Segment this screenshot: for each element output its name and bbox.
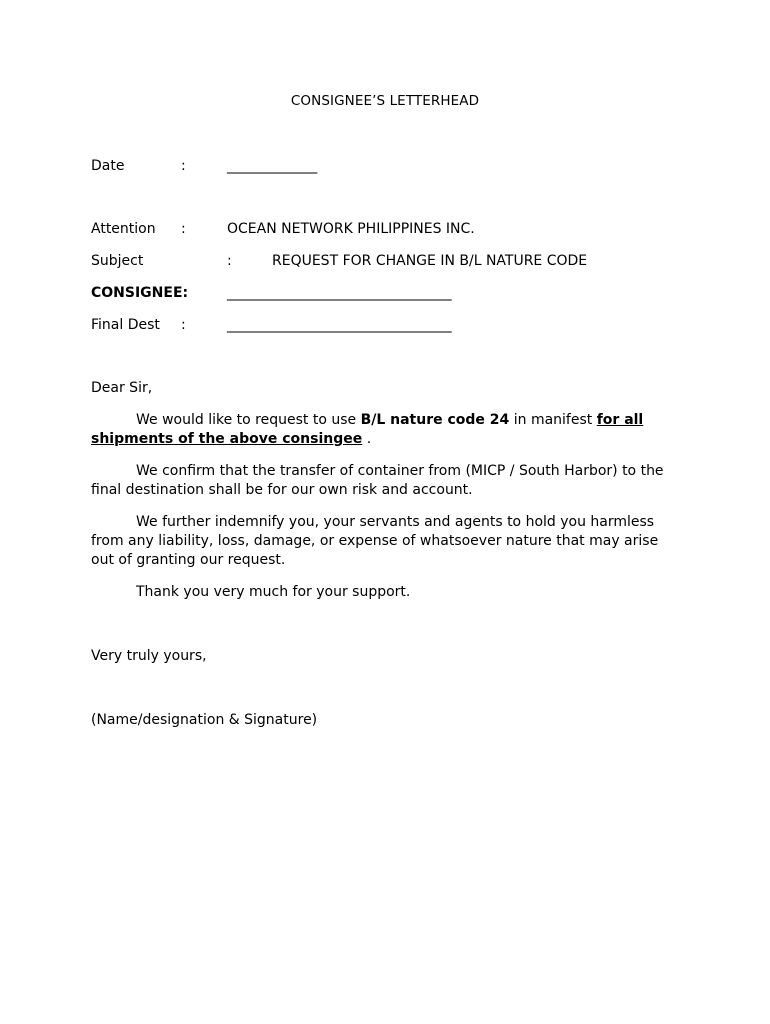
signature-line: (Name/designation & Signature) — [91, 712, 318, 728]
request-text-3: . — [362, 431, 372, 447]
nature-code-emphasis: B/L nature code 24 — [360, 412, 510, 428]
date-colon: : — [181, 158, 186, 174]
final-dest-label: Final Dest — [91, 317, 160, 333]
request-paragraph — [91, 411, 671, 449]
subject-label: Subject — [91, 253, 144, 269]
date-label: Date — [91, 158, 125, 174]
attention-label: Attention — [91, 221, 156, 237]
attention-value: OCEAN NETWORK PHILIPPINES INC. — [227, 221, 475, 237]
thanks-paragraph: Thank you very much for your support. — [136, 584, 411, 600]
subject-colon: : — [227, 253, 232, 269]
closing-line: Very truly yours, — [91, 648, 207, 664]
indemnify-paragraph: We further indemnify you, your servants and agents to hold you harmless from any liability, loss, damage, or expense of whatsoever nature that may arise out of granting our request. — [91, 514, 659, 568]
consignee-label: CONSIGNEE: — [91, 285, 189, 301]
shipments-emphasis: for all shipments of the above consingee — [91, 412, 644, 447]
attention-colon: : — [181, 221, 186, 237]
letterhead-title: CONSIGNEE’S LETTERHEAD — [290, 93, 480, 109]
consignee-blank: ___________________________________ — [227, 285, 452, 301]
salutation: Dear Sir, — [91, 380, 153, 396]
request-text-1: We would like to request to use — [136, 412, 361, 428]
final-dest-colon: : — [181, 317, 186, 333]
subject-value: REQUEST FOR CHANGE IN B/L NATURE CODE — [272, 253, 588, 269]
request-text-2: in manifest — [509, 412, 597, 428]
date-blank: ______________ — [227, 158, 317, 174]
final-dest-blank: ___________________________________ — [227, 317, 452, 333]
confirm-paragraph: We confirm that the transfer of container from (MICP / South Harbor) to the final destination shall be for our own risk and account. — [91, 463, 664, 498]
